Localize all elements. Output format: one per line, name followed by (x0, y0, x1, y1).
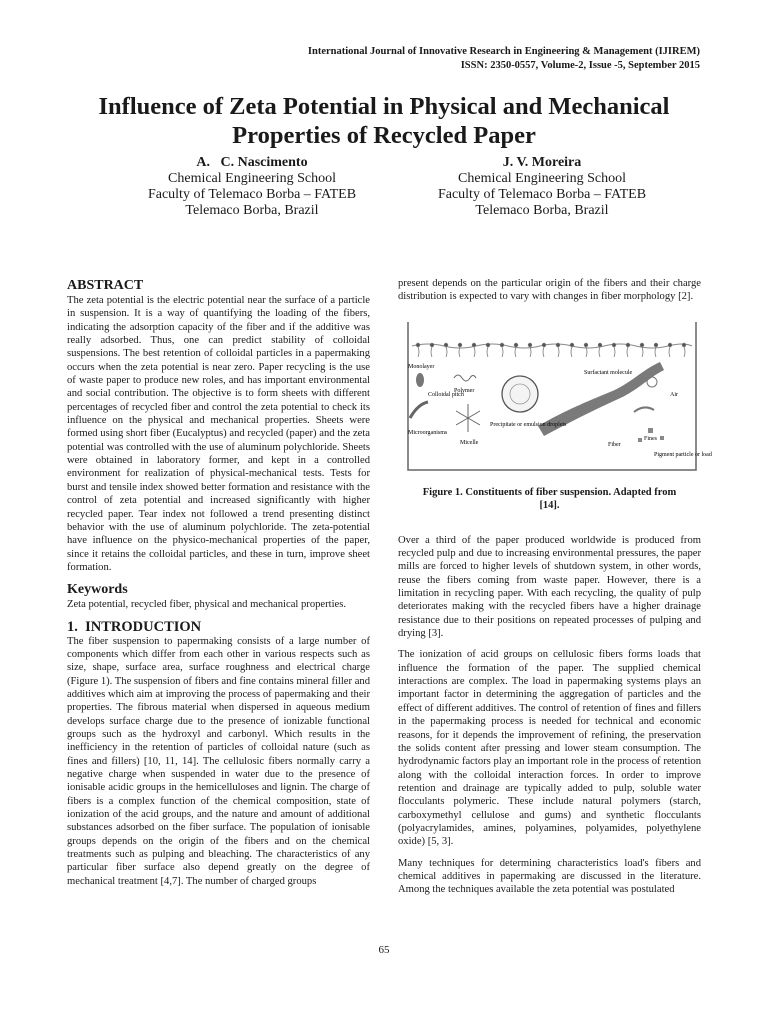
figure-caption: Figure 1. Constituents of fiber suspension. Adapted from [14]. (422, 486, 677, 511)
precipitate-droplet-shape (502, 376, 538, 412)
author-place: Telemaco Borba, Brazil (475, 203, 609, 218)
author-faculty: Faculty of Telemaco Borba – FATEB (437, 187, 647, 202)
label-colloidal-pitch: Colloidal pitch (428, 391, 464, 398)
author-place: Telemaco Borba, Brazil (185, 203, 319, 218)
label-microorganisms: Microorganisms (408, 429, 448, 436)
label-fines: Fines (644, 435, 658, 442)
label-precipitate: Precipitate or emulsion droplets (490, 421, 567, 428)
page-number: 65 (378, 944, 390, 956)
label-pigment: Pigment particle or load (654, 451, 712, 458)
paragraph: The ionization of acid groups on cellulosic fibers forms loads that influence the formation of the paper. The supplied chemical interactions are complex. The load in papermaking systems plays an important factor in determining the aggregation of particles and the effect of different additives. The control of retention of fines and fillers in the papermaking process is needed for technical and economic reasons, for it depends the improvement of refining, the preservation the solids content after pressing and lower steam consumption. The hydrodynamic factors play an important role in the process of retention along with the colloidal interaction forces. In order to improve retention and drainage are typically added to pulp, soluble water flocculants polymeric. These include natural polymers (starch, carboxymethyl cellulose and gums) and synthetic flocculants (polyacrylamides, amines, polyamines, polyamides, polyethylene oxide) [5, 3]. (398, 649, 701, 848)
figure-1 (398, 318, 712, 478)
keywords-heading: Keywords (67, 582, 128, 598)
label-surfactant: Surfactant molecule (584, 369, 633, 376)
journal-header (308, 45, 700, 73)
abstract-text: The zeta potential is the electric potential near the surface of a particle in suspension. It is a way of quantifying the loading of the fibers, indicating the adsorption capacity of the fiber and if the additive was really adsorbed. Thus, one can predict stability of colloidal suspensions. The best retention of colloidal particles in a papermaking occurs when the zeta potential is near zero. Paper recycling is the use of waste paper to produce new roles, and has important environmental and social contribution. The objective is to form sheets with different percentages of recycled fiber and control the zeta potential to check its influence on the physical and mechanical properties. Sheets were formed using short fiber (Eucalyptus) and recycled (paper) and the zeta potential was controlled with the use of aluminum polychloride. Sheets were obtained in laboratory former, and kept in a controlled environment for realization of physical-mechanical tests. Tests for burst and tensile index showed better formation and resistance with the control of zeta potential and increased significantly with higher recycled paper. Tear index not followed a trend presenting distinct behavior with the use of aluminum polychloride. The zeta-potential have influence on the physico-mechanical properties of the paper, since it retains the colloidal particles, and these in turn, improve sheet formation. (67, 295, 370, 573)
label-monolayer: Monolayer (408, 363, 435, 370)
left-column (67, 278, 370, 888)
author-name: A. C. Nascimento (196, 155, 308, 170)
introduction-heading: 1. INTRODUCTION (67, 618, 202, 635)
journal-issn: ISSN: 2350-0557, Volume-2, Issue -5, September 2015 (460, 60, 700, 71)
author-dept: Chemical Engineering School (168, 171, 336, 186)
author-faculty: Faculty of Telemaco Borba – FATEB (147, 187, 357, 202)
abstract-heading: ABSTRACT (67, 278, 144, 293)
label-fiber: Fiber (608, 441, 621, 448)
journal-name: International Journal of Innovative Research in Engineering & Management (IJIREM) (307, 46, 700, 57)
keywords-text: Zeta potential, recycled fiber, physical and mechanical properties. (67, 599, 347, 611)
paragraph: Many techniques for determining characteristics load's fibers and chemical additives in papermaking are discussed in the literature. Among the techniques available the zeta potential was postulated (398, 857, 701, 896)
author-dept: Chemical Engineering School (458, 171, 626, 186)
colloidal-pitch-shape (416, 373, 424, 387)
author-2 (402, 155, 682, 219)
paper-title: Influence of Zeta Potential in Physical and Mechanical Properties of Recycled Paper (98, 93, 670, 149)
fiber-suspension-illustration (398, 318, 712, 478)
label-micelle: Micelle (460, 439, 479, 446)
author-1 (112, 155, 392, 219)
label-air: Air (670, 391, 678, 398)
label-polymer: Polymer (454, 387, 475, 394)
paragraph: present depends on the particular origin of the fibers and their charge distribution is expected to vary with changes in fiber morphology [2]. (398, 278, 701, 303)
paragraph: Over a third of the paper produced worldwide is produced from recycled pulp and due to increasing environmental pressures, the paper mills are forced to higher levels of shutdown system, in other words, reuse the fibers coming from waste paper. However, there is a limitation in recycling paper. With each recycling, the quality of pulp deteriorates making with the recycled fibers have a higher drainage resistance due to their positions on repeated processes of pulping and drying [3]. (398, 534, 701, 640)
author-name: J. V. Moreira (502, 155, 582, 170)
introduction-paragraph: The fiber suspension to papermaking consists of a large number of components which differ from each other in various respects such as size, shape, surface area, surface roughness and electrical charge (Figure 1). The suspension of fibers and fine contains mineral filler and additives which aim at improving the process of papermaking and their properties. The fibrous material when dispersed in aqueous medium develops surface charge due to the presence of ionizable functional groups such as the hydroxyl and carbonyl. Which results in the inefficiency in the retention of particles of colloidal nature (such as fines and fillers) [10, 11, 14]. The cellulosic fibers normally carry a negative charge when suspended in water due to the presence of ionisable acidic groups in the hemicelluloses and lignin. The charge of fibers is a complex function of the chemical composition, state of ionization of the acid groups, and the nature and amount of additional substances adsorbed on the fiber surface. The population of ionisable groups depends on the origin of the fibers and on the chemical treatments such as pulping and bleaching. The characteristics of any particular fiber surface also depend greatly on the degree of mechanical treatment [4,7]. The number of charged groups (67, 635, 370, 887)
right-column (398, 277, 712, 897)
